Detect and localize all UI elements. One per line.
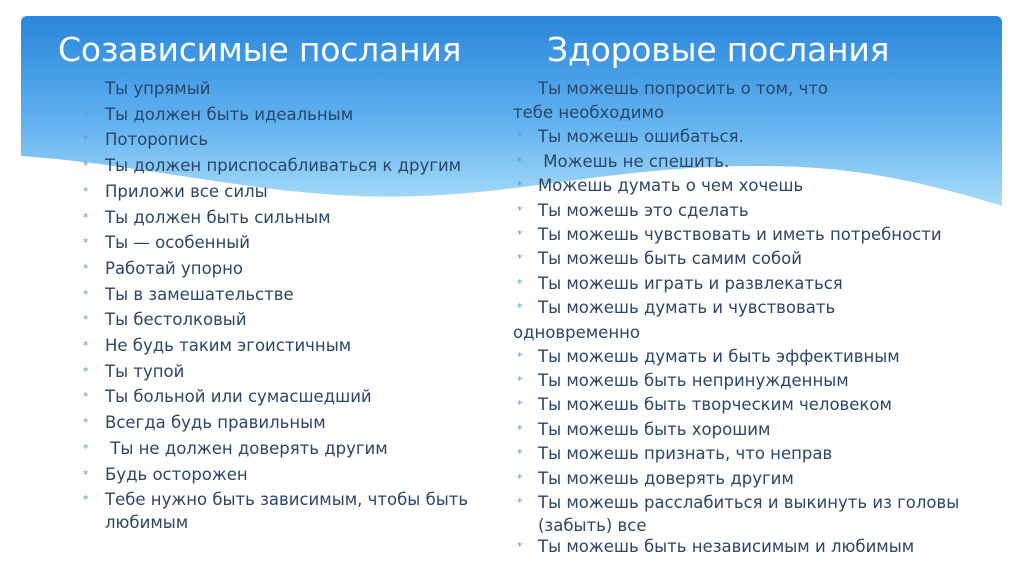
list-item: * Ты можешь доверять другим — [513, 467, 959, 491]
list-item: * Не будь таким эгоистичным — [55, 333, 468, 359]
bullet-icon: * — [83, 313, 89, 327]
list-item: * Ты должен приспосабливаться к другим — [55, 153, 468, 179]
list-item: * Ты можешь ошибаться. — [513, 125, 959, 149]
list-item: * Ты можешь быть хорошим — [513, 418, 959, 442]
bullet-icon: * — [517, 252, 523, 266]
bullet-icon: * — [517, 398, 523, 412]
list-item-continuation: (забыть) все — [538, 515, 647, 535]
bullet-icon: * — [517, 130, 523, 144]
list-item: * Ты можешь быть творческим человеком — [513, 393, 959, 417]
list-item: * Ты не должен доверять другим — [55, 436, 468, 462]
bullet-icon: * — [83, 133, 89, 147]
list-item: * Всегда будь правильным — [55, 410, 468, 436]
list-item: * Ты должен быть идеальным — [55, 102, 468, 128]
list-item: * Ты в замешательстве — [55, 282, 468, 308]
bullet-icon: * — [517, 422, 523, 436]
healthy-list — [513, 77, 959, 559]
bullet-icon: * — [83, 184, 89, 198]
list-item-continuation: одновременно — [513, 322, 641, 342]
bullet-icon: * — [517, 496, 523, 510]
bullet-icon: * — [517, 228, 523, 242]
list-item: * Ты больной или сумасшедший — [55, 384, 468, 410]
list-item-continuation: любимым — [105, 512, 189, 532]
healthy-heading: Здоровые послания — [547, 30, 890, 69]
bullet-icon: * — [83, 416, 89, 430]
list-item: * Ты можешь признать, что неправ — [513, 442, 959, 466]
bullet-icon: * — [517, 374, 523, 388]
bullet-icon: * — [517, 82, 523, 95]
bullet-icon: * — [83, 287, 89, 301]
bullet-icon: * — [517, 539, 523, 553]
bullet-icon: * — [83, 210, 89, 224]
bullet-icon: * — [83, 467, 89, 481]
bullet-icon: * — [83, 493, 89, 507]
list-item: * Тебе нужно быть зависимым, чтобы быть любимым — [55, 487, 468, 533]
bullet-icon: * — [517, 447, 523, 461]
list-item: * Ты упрямый — [55, 76, 468, 102]
bullet-icon: * — [83, 364, 89, 378]
list-item: * Работай упорно — [55, 256, 468, 282]
codependent-list — [55, 76, 468, 533]
list-item: * Ты должен быть сильным — [55, 205, 468, 231]
bullet-icon: * — [83, 159, 89, 173]
bullet-icon: * — [517, 276, 523, 290]
list-item: * Ты можешь быть самим собой — [513, 247, 959, 271]
bullet-icon: * — [517, 471, 523, 485]
list-item: * Ты тупой — [55, 359, 468, 385]
list-item: * Можешь думать о чем хочешь — [513, 174, 959, 198]
bullet-icon: * — [83, 236, 89, 250]
list-item: * Ты можешь чувствовать и иметь потребности — [513, 223, 959, 247]
list-item: * Ты можешь быть независимым и любимым — [513, 535, 959, 559]
bullet-icon: * — [83, 390, 89, 404]
list-item: * Ты можешь это сделать — [513, 199, 959, 223]
list-item: * Ты можешь играть и развлекаться — [513, 272, 959, 296]
bullet-icon: * — [83, 82, 89, 95]
list-item-continuation: тебе необходимо — [513, 103, 665, 123]
bullet-icon: * — [517, 349, 523, 363]
list-item: * Ты можешь думать и чувствовать одновременно — [513, 296, 959, 344]
bullet-icon: * — [517, 154, 523, 168]
bullet-icon: * — [517, 301, 523, 315]
list-item: * Ты можешь расслабиться и выкинуть из головы (забыть) все — [517, 493, 960, 535]
codependent-heading: Созависимые послания — [58, 30, 462, 69]
slide — [21, 16, 1002, 572]
bullet-icon: * — [83, 339, 89, 353]
list-item: * Будь осторожен — [55, 462, 468, 488]
list-item: * Приложи все силы — [55, 179, 468, 205]
list-item: * Ты можешь быть непринужденным — [513, 369, 959, 393]
list-item: * Ты можешь думать и быть эффективным — [513, 345, 959, 369]
list-item: * Поторопись — [55, 127, 468, 153]
bullet-icon: * — [517, 179, 523, 193]
list-item: * Ты можешь попросить о том, что тебе необходимо — [513, 77, 959, 125]
bullet-icon: * — [83, 107, 89, 121]
bullet-icon: * — [83, 261, 89, 275]
list-item: * Можешь не спешить. — [513, 150, 959, 174]
bullet-icon: * — [517, 203, 523, 217]
list-item: * Ты бестолковый — [55, 307, 468, 333]
bullet-icon: * — [83, 441, 89, 455]
list-item: * Ты — особенный — [55, 230, 468, 256]
